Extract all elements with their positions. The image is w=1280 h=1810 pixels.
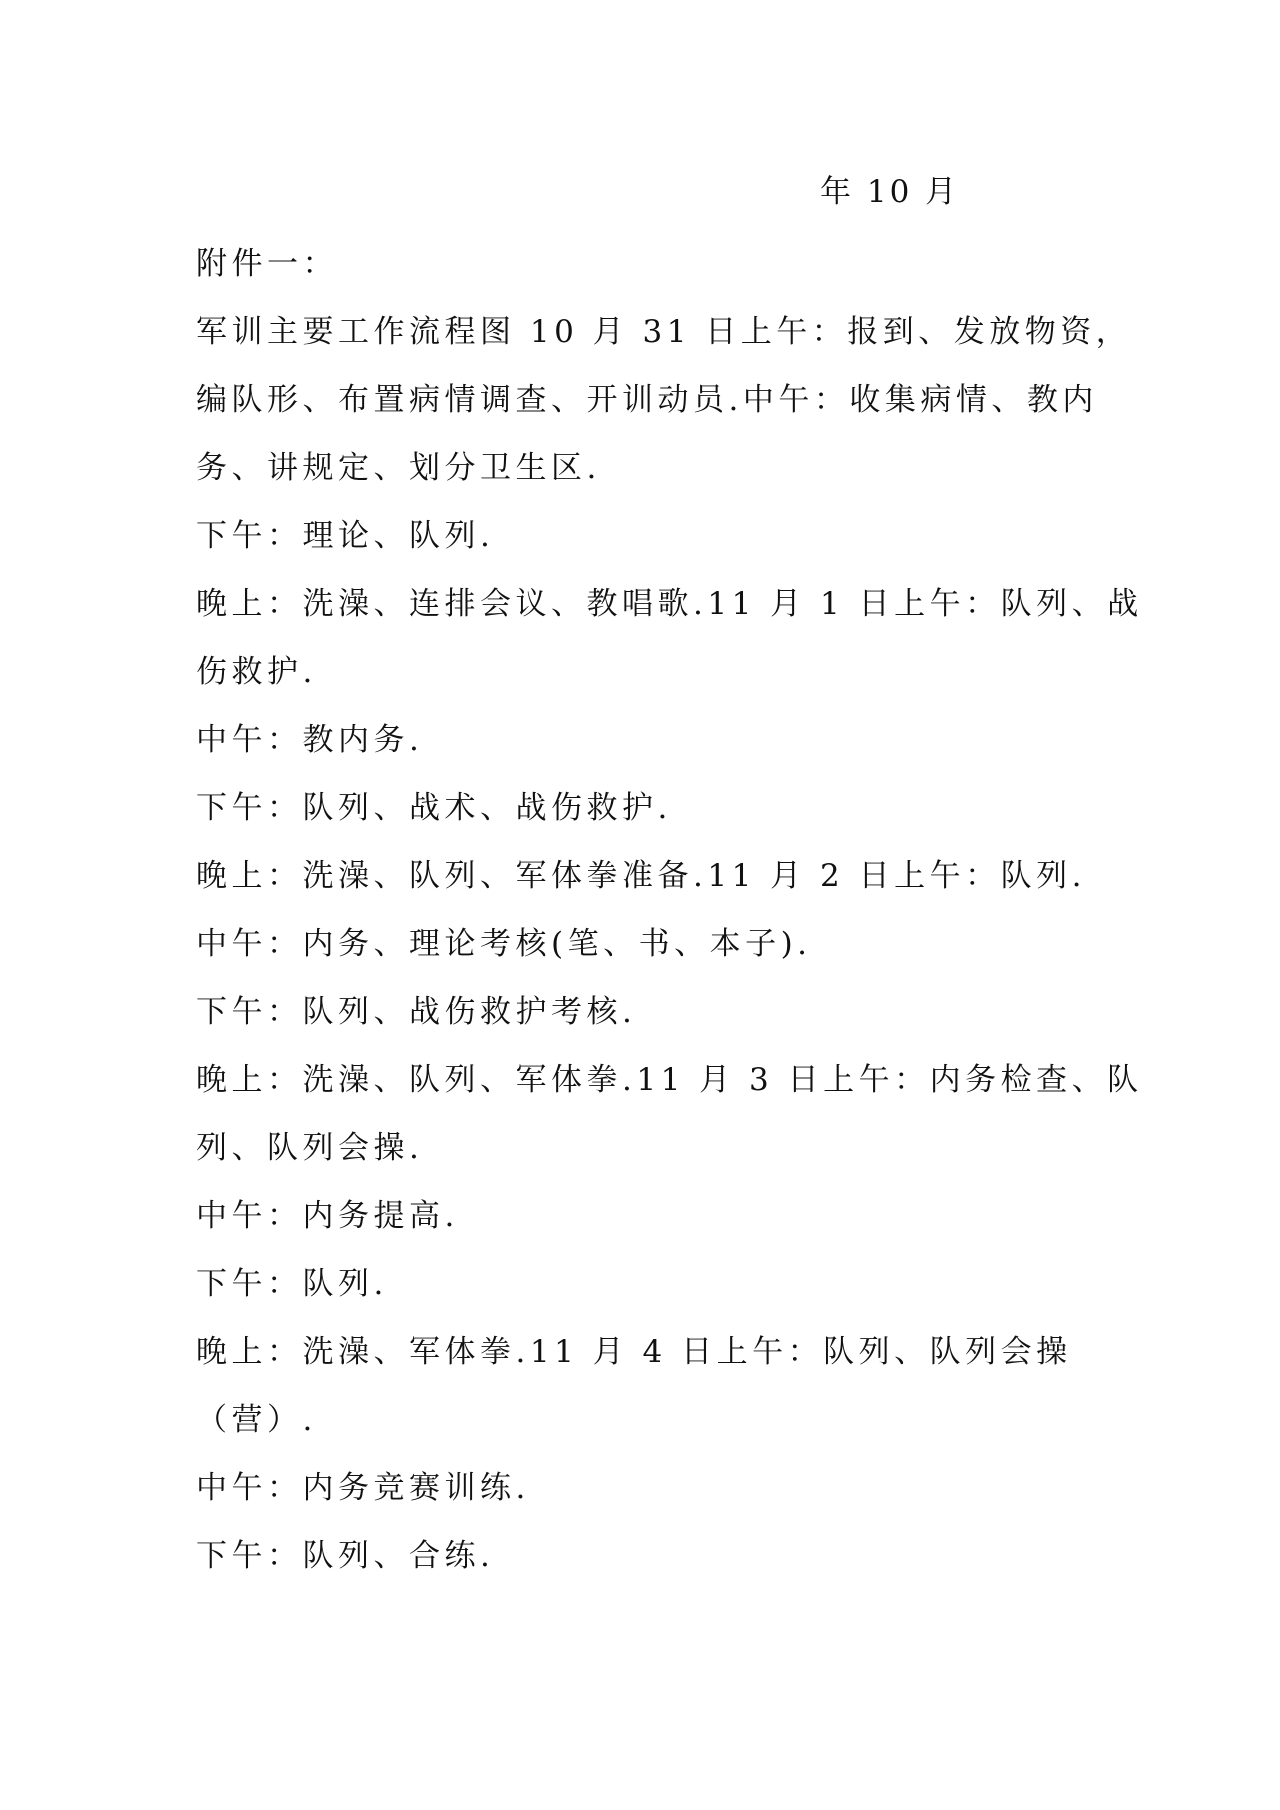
text-line: 伤救护. xyxy=(196,654,317,690)
text-line: 中午：教内务. xyxy=(196,722,424,758)
text-line: 晚上：洗澡、军体拳.11 月 4 日上午：队列、队列会操 xyxy=(196,1334,1072,1370)
text-line: 军训主要工作流程图 10 月 31 日上午：报到、发放物资， xyxy=(196,314,1132,350)
text-line: 晚上：洗澡、连排会议、教唱歌.11 月 1 日上午：队列、战 xyxy=(196,586,1143,622)
text-line: 晚上：洗澡、队列、军体拳准备.11 月 2 日上午：队列. xyxy=(196,858,1086,894)
text-line: 下午：理论、队列. xyxy=(196,518,495,554)
text-line: 中午：内务竞赛训练. xyxy=(196,1470,530,1506)
attachment-heading: 附件一： xyxy=(196,246,338,282)
text-line: 下午：队列、战术、战伤救护. xyxy=(196,790,672,826)
text-line: 下午：队列、合练. xyxy=(196,1538,495,1574)
text-line: 晚上：洗澡、队列、军体拳.11 月 3 日上午：内务检查、队 xyxy=(196,1062,1143,1098)
text-line: 务、讲规定、划分卫生区. xyxy=(196,450,601,486)
text-line: 中午：内务、理论考核(笔、书、本子). xyxy=(196,926,812,962)
text-line: 下午：队列、战伤救护考核. xyxy=(196,994,637,1030)
text-line: 编队形、布置病情调查、开训动员.中午：收集病情、教内 xyxy=(196,382,1098,418)
text-line: 列、队列会操. xyxy=(196,1130,424,1166)
text-line: 中午：内务提高. xyxy=(196,1198,459,1234)
text-line: 下午：队列. xyxy=(196,1266,388,1302)
date-line: 年 10 月 xyxy=(820,174,960,210)
text-line: （营）. xyxy=(196,1402,317,1438)
document-body xyxy=(196,230,1143,1590)
